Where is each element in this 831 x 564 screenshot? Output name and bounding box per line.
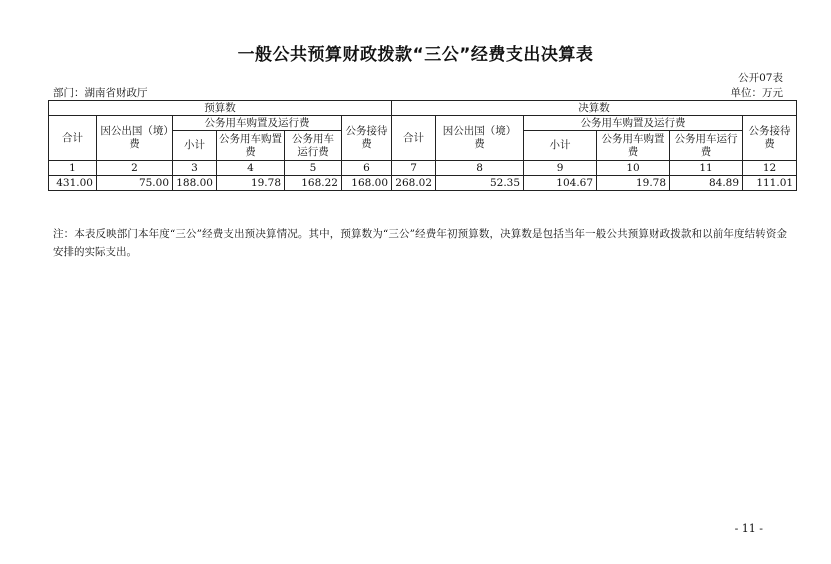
index-cell: 1 — [49, 161, 97, 176]
final-abroad-value: 52.35 — [436, 176, 524, 191]
budget-total-value: 431.00 — [49, 176, 97, 191]
budget-vehicle-operation-header: 公务用车运行费 — [285, 131, 342, 161]
final-vehicle-operation-header: 公务用车运行费 — [670, 131, 743, 161]
expense-table — [48, 100, 797, 191]
budget-subtotal-value: 188.00 — [173, 176, 217, 191]
index-cell: 6 — [342, 161, 392, 176]
page-number: - 11 - — [734, 522, 763, 535]
index-cell: 10 — [597, 161, 670, 176]
final-reception-header: 公务接待费 — [743, 116, 797, 161]
final-group-header: 决算数 — [392, 101, 797, 116]
final-vehicle-group-header: 公务用车购置及运行费 — [524, 116, 743, 131]
final-vehicle-operation-value: 84.89 — [670, 176, 743, 191]
budget-reception-value: 168.00 — [342, 176, 392, 191]
budget-group-header: 预算数 — [49, 101, 392, 116]
department-label: 部门：湖南省财政厅 — [53, 87, 148, 99]
table-note: 注：本表反映部门本年度“三公”经费支出预决算情况。其中，预算数为“三公”经费年初预算数，决算数是包括当年一般公共预算财政拨款和以前年度结转资金安排的实际支出。 — [53, 228, 787, 258]
final-abroad-header: 因公出国（境）费 — [436, 116, 524, 161]
final-vehicle-purchase-value: 19.78 — [597, 176, 670, 191]
unit-label: 单位：万元 — [730, 87, 783, 99]
final-vehicle-purchase-header: 公务用车购置费 — [597, 131, 670, 161]
index-cell: 12 — [743, 161, 797, 176]
budget-abroad-value: 75.00 — [97, 176, 173, 191]
final-total-value: 268.02 — [392, 176, 436, 191]
form-code: 公开07表 — [738, 72, 783, 84]
data-row — [49, 176, 797, 191]
index-cell: 2 — [97, 161, 173, 176]
budget-total-header: 合计 — [49, 116, 97, 161]
budget-vehicle-purchase-value: 19.78 — [217, 176, 285, 191]
index-cell: 11 — [670, 161, 743, 176]
page-title: 一般公共预算财政拨款“三公”经费支出决算表 — [237, 45, 594, 65]
index-cell: 5 — [285, 161, 342, 176]
budget-subtotal-header: 小计 — [173, 131, 217, 161]
final-subtotal-header: 小计 — [524, 131, 597, 161]
final-subtotal-value: 104.67 — [524, 176, 597, 191]
index-cell: 8 — [436, 161, 524, 176]
budget-abroad-header: 因公出国（境）费 — [97, 116, 173, 161]
budget-vehicle-purchase-header: 公务用车购置费 — [217, 131, 285, 161]
index-cell: 7 — [392, 161, 436, 176]
budget-reception-header: 公务接待费 — [342, 116, 392, 161]
column-index-row — [49, 161, 797, 176]
budget-vehicle-group-header: 公务用车购置及运行费 — [173, 116, 342, 131]
index-cell: 9 — [524, 161, 597, 176]
budget-vehicle-operation-value: 168.22 — [285, 176, 342, 191]
final-reception-value: 111.01 — [743, 176, 797, 191]
index-cell: 4 — [217, 161, 285, 176]
final-total-header: 合计 — [392, 116, 436, 161]
index-cell: 3 — [173, 161, 217, 176]
